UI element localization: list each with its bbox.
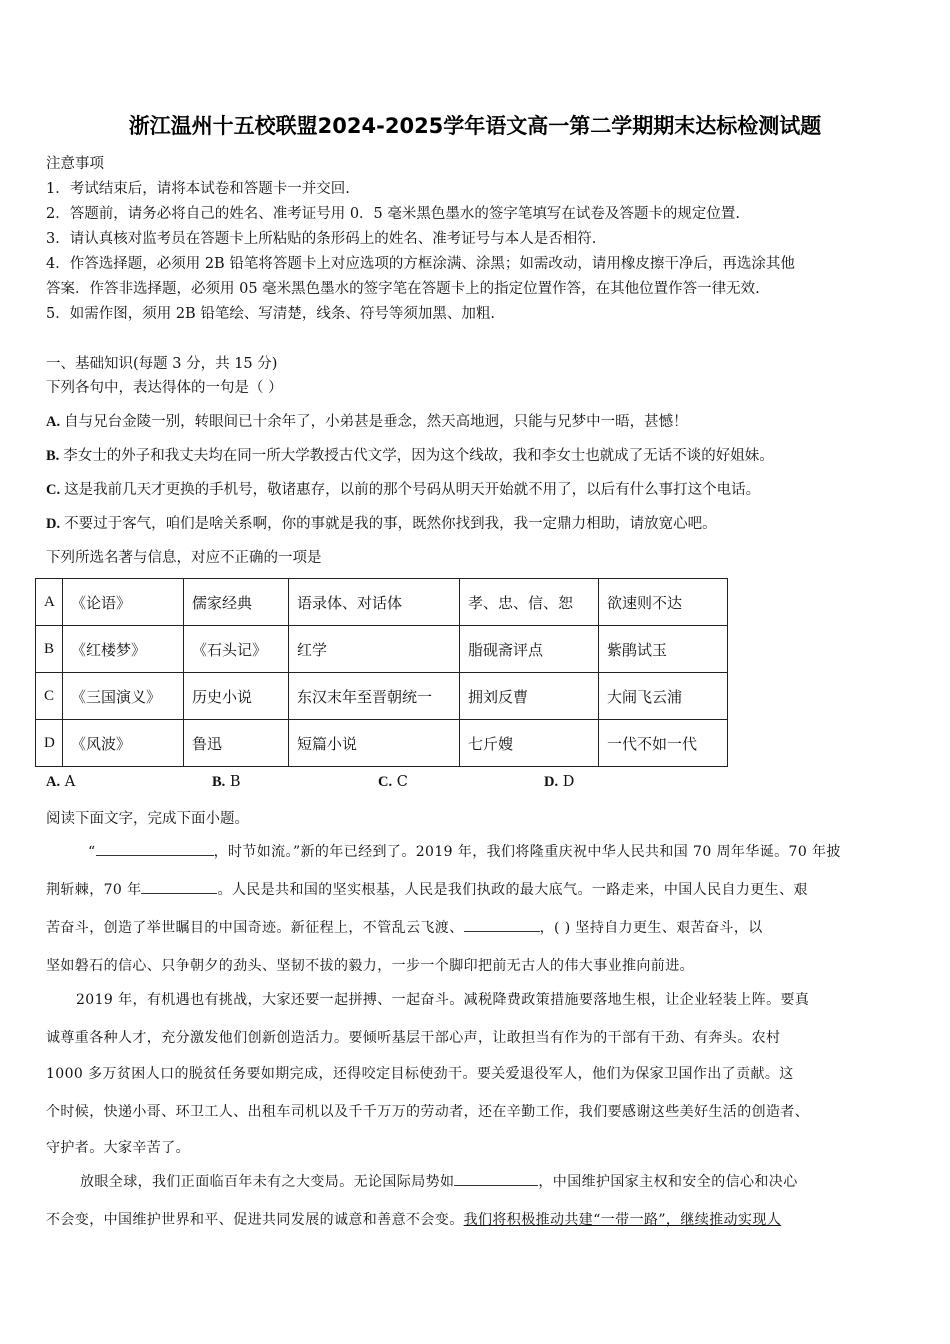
works-info-table xyxy=(35,578,728,767)
passage-line xyxy=(46,1209,906,1229)
table-cell: 鲁迅 xyxy=(184,720,289,767)
answer-text: B xyxy=(229,774,241,790)
passage-line xyxy=(46,917,906,937)
passage-text: ，( ) 坚持自力更生、艰苦奋斗，以 xyxy=(539,920,763,936)
passage-line: 个时候，快递小哥、环卫工人、出租车司机以及千千万万的劳动者，还在辛勤工作，我们要感谢这些美好生活的创造者、 xyxy=(46,1104,810,1120)
option-text: 这是我前几天才更换的手机号，敬诸惠存，以前的那个号码从明天开始就不用了，以后有什么事打这个电话。 xyxy=(64,482,761,498)
option-b xyxy=(46,444,774,465)
passage-line xyxy=(88,841,948,861)
option-text: 不要过于客气，咱们是啥关系啊，你的事就是我的事，既然你找到我，我一定鼎力相助，请放宽心吧。 xyxy=(64,516,717,532)
answer-choice-b xyxy=(212,774,241,791)
option-a xyxy=(46,410,688,431)
table-row xyxy=(36,720,728,767)
notice-item: 4．作答选择题，必须用 2B 铅笔将答题卡上对应选项的方框涂满、涂黑；如需改动，请用橡皮擦干净后，再选涂其他 xyxy=(46,256,795,272)
option-label: D. xyxy=(46,516,61,532)
passage-line: 1000 多万贫困人口的脱贫任务要如期完成，还得咬定目标使劲干。要关爱退役军人，他们为保家卫国作出了贡献。这 xyxy=(46,1066,794,1082)
fill-blank xyxy=(454,1173,538,1186)
notice-item: 1．考试结束后，请将本试卷和答题卡一并交回. xyxy=(46,181,350,197)
question-stem: 下列所选名著与信息，对应不正确的一项是 xyxy=(46,550,322,566)
reading-instruction: 阅读下面文字，完成下面小题。 xyxy=(46,811,249,827)
answer-choice-a xyxy=(46,774,75,791)
answer-label: A. xyxy=(46,774,61,790)
answer-text: D xyxy=(562,774,575,790)
answer-text: A xyxy=(64,774,76,790)
table-cell: 脂砚斋评点 xyxy=(460,626,599,673)
notice-heading: 注意事项 xyxy=(46,156,104,172)
table-cell: 大闹飞云浦 xyxy=(599,673,728,720)
notice-item: 5．如需作图，须用 2B 铅笔绘、写清楚，线条、符号等须加黑、加粗. xyxy=(46,306,495,322)
option-label: C. xyxy=(46,482,61,498)
passage-line: 2019 年，有机遇也有挑战，大家还要一起拼搏、一起奋斗。减税降费政策措施要落地生根，让企业轻装上阵。要真 xyxy=(76,992,810,1008)
passage-text: 。人民是共和国的坚实根基，人民是我们执政的最大底气。一路走来，中国人民自力更生、艰 xyxy=(217,882,808,898)
question-stem: 下列各句中，表达得体的一句是（ ） xyxy=(46,380,283,396)
answer-label: B. xyxy=(212,774,226,790)
answer-label: D. xyxy=(544,774,559,790)
option-label: B. xyxy=(46,448,60,464)
table-row xyxy=(36,673,728,720)
table-cell: 《三国演义》 xyxy=(63,673,184,720)
option-text: 自与兄台金陵一别，转眼间已十余年了，小弟甚是垂念，然天高地迥，只能与兄梦中一晤，甚憾！ xyxy=(64,414,688,430)
table-cell: 紫鹃试玉 xyxy=(599,626,728,673)
table-cell: 欲速则不达 xyxy=(599,579,728,626)
table-cell: 七斤嫂 xyxy=(460,720,599,767)
table-cell: 《论语》 xyxy=(63,579,184,626)
option-text: 李女士的外子和我丈夫均在同一所大学教授古代文学，因为这个线故，我和李女士也就成了无话不谈的好姐妹。 xyxy=(63,448,774,464)
option-label: A. xyxy=(46,414,61,430)
passage-line: 诚尊重各种人才，充分激发他们创新创造活力。要倾听基层干部心声，让敢担当有作为的干部有干劲、有奔头。农村 xyxy=(46,1030,781,1046)
passage-text: “ xyxy=(88,844,96,860)
answer-choice-d xyxy=(544,774,574,791)
passage-text: ，时节如流。”新的年已经到了。2019 年，我们将隆重庆祝中华人民共和国 70 周年华诞。70 年披 xyxy=(213,844,841,860)
table-row xyxy=(36,579,728,626)
table-cell: 短篇小说 xyxy=(289,720,460,767)
row-key: A xyxy=(36,579,63,626)
table-cell: 红学 xyxy=(289,626,460,673)
answer-text: C xyxy=(396,774,408,790)
notice-item: 3．请认真核对监考员在答题卡上所粘贴的条形码上的姓名、准考证号与本人是否相符. xyxy=(46,231,597,247)
passage-text: 放眼全球，我们正面临百年未有之大变局。无论国际局势如 xyxy=(80,1174,455,1190)
passage-text: 荆斩棘，70 年 xyxy=(46,882,142,898)
answer-choice-c xyxy=(378,774,408,791)
passage-text: 不会变，中国维护世界和平、促进共同发展的诚意和善意不会变。 xyxy=(46,1212,464,1228)
underlined-sentence: 我们将积极推动共建“一带一路”，继续推动实现人 xyxy=(463,1212,782,1228)
row-key: B xyxy=(36,626,63,673)
passage-line xyxy=(46,879,906,899)
page-title: 浙江温州十五校联盟2024-2025学年语文高一第二学期期末达标检测试题 xyxy=(128,114,822,138)
option-d xyxy=(46,512,717,533)
fill-blank xyxy=(141,881,217,894)
table-cell: 《风波》 xyxy=(63,720,184,767)
table-cell: 历史小说 xyxy=(184,673,289,720)
table-cell: 东汉末年至晋朝统一 xyxy=(289,673,460,720)
table-cell: 《红楼梦》 xyxy=(63,626,184,673)
notice-item: 2．答题前，请务必将自己的姓名、准考证号用 0．5 毫米黑色墨水的签字笔填写在试卷及答题卡的规定位置. xyxy=(46,206,740,222)
table-cell: 孝、忠、信、恕 xyxy=(460,579,599,626)
passage-line: 坚如磐石的信心、只争朝夕的劲头、坚韧不拔的毅力，一步一个脚印把前无古人的伟大事业推向前进。 xyxy=(46,958,694,974)
passage-text: 苦奋斗，创造了举世瞩目的中国奇迹。新征程上，不管乱云飞渡、 xyxy=(46,920,464,936)
passage-line: 守护者。大家辛苦了。 xyxy=(46,1140,190,1156)
table-cell: 语录体、对话体 xyxy=(289,579,460,626)
passage-line xyxy=(80,1171,940,1191)
notice-item: 答案．作答非选择题，必须用 05 毫米黑色墨水的签字笔在答题卡上的指定位置作答，在其他位置作答一律无效. xyxy=(46,281,760,297)
table-cell: 儒家经典 xyxy=(184,579,289,626)
passage-text: ，中国维护国家主权和安全的信心和决心 xyxy=(538,1174,798,1190)
row-key: D xyxy=(36,720,63,767)
table-cell: 一代不如一代 xyxy=(599,720,728,767)
row-key: C xyxy=(36,673,63,720)
section-heading: 一、基础知识(每题 3 分，共 15 分) xyxy=(46,356,278,372)
fill-blank xyxy=(96,843,214,856)
answer-label: C. xyxy=(378,774,393,790)
option-c xyxy=(46,478,760,499)
table-row xyxy=(36,626,728,673)
table-cell: 《石头记》 xyxy=(184,626,289,673)
table-cell: 拥刘反曹 xyxy=(460,673,599,720)
fill-blank xyxy=(464,919,540,932)
